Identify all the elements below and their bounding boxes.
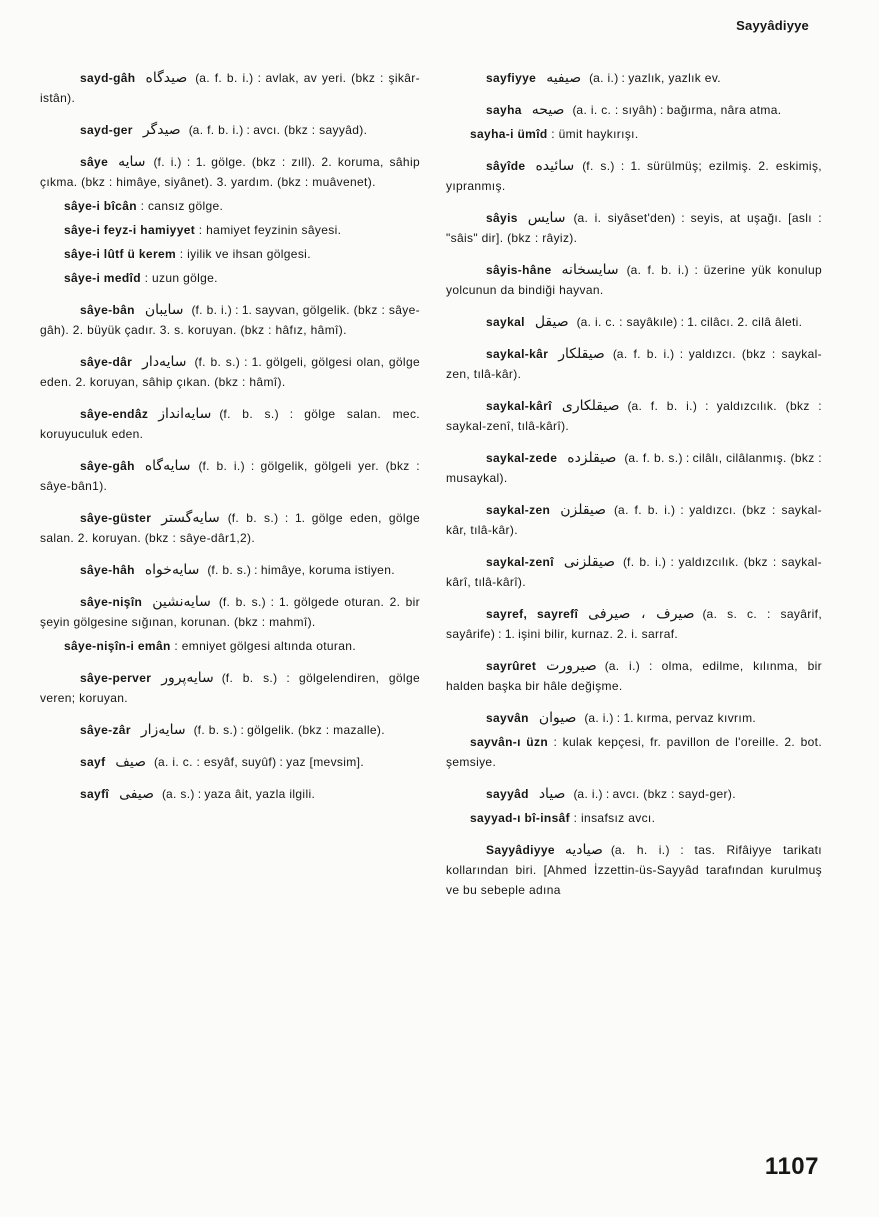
headword: saykal-zede (486, 451, 558, 465)
page-number: 1107 (764, 1153, 819, 1180)
running-head: Sayyâdiyye (736, 18, 809, 33)
dictionary-entry (40, 752, 420, 772)
dictionary-entry (40, 720, 420, 740)
dictionary-entry (446, 840, 822, 900)
arabic-script: سایه‌انداز (158, 406, 212, 422)
definition: (a. i. c. : sayâkıle) : 1. cilâcı. 2. cilâ âleti. (576, 315, 803, 329)
arabic-script: صیفی (119, 786, 154, 802)
arabic-script: صیدگاه (145, 70, 188, 86)
definition: (f. b. s.) : 1. gölge eden, gölge salan. 2. koruyan. (bkz : sâye-dâr1,2). (40, 511, 420, 545)
arabic-script: صیادیه (564, 842, 603, 858)
headword: sâye-i feyz-i hamiyyet (64, 223, 196, 237)
headword: sâye-i bîcân (64, 199, 137, 213)
headword: saykal-kârî (486, 399, 552, 413)
dictionary-entry (40, 560, 420, 580)
dictionary-entry (446, 344, 822, 384)
headword: saykal-zenî (486, 555, 554, 569)
headword: sayfî (80, 787, 110, 801)
headword: saykal (486, 315, 525, 329)
dictionary-entry (446, 448, 822, 488)
arabic-script: سایه‌زار (140, 722, 186, 738)
arabic-script: صیرورت (546, 658, 597, 674)
arabic-script: سایسخانه (561, 262, 619, 278)
arabic-script: صیقلزده (567, 450, 617, 466)
definition: (a. i.) : 1. kırma, pervaz kıvrım. (584, 711, 757, 725)
arabic-script: سایه‌دار (142, 354, 187, 370)
headword: sâye-zâr (80, 723, 131, 737)
arabic-script: صیاد (538, 786, 566, 802)
headword: sâyîde (486, 159, 526, 173)
headword: sayd-gâh (80, 71, 136, 85)
headword: sâye-i medîd (64, 271, 141, 285)
definition: (f. b. s.) : 1. gölgede oturan. 2. bir şeyin gölgesine sığınan, korunan. (bkz : mahmî). (40, 595, 420, 629)
sub-entry (446, 808, 822, 828)
headword: saykal-zen (486, 503, 551, 517)
dictionary-entry (40, 508, 420, 548)
dictionary-entry (446, 656, 822, 696)
definition: : kulak kepçesi, fr. pavillon de l'oreille. 2. bot. şemsiye. (446, 735, 822, 769)
definition: (a. f. b. s.) : cilâlı, cilâlanmış. (bkz : musaykal). (446, 451, 822, 485)
headword: sayvân-ı üzn (470, 735, 549, 749)
definition: (a. i. siyâset'den) : seyis, at uşağı. [aslı : "sâis" dir]. (bkz : râyiz). (446, 211, 822, 245)
sub-entry (446, 124, 822, 144)
arabic-script: صیوان (538, 710, 577, 726)
arabic-script: صیقلکار (558, 346, 605, 362)
sub-entry (40, 636, 420, 656)
dictionary-entry (446, 708, 822, 728)
sub-entry (40, 268, 420, 288)
dictionary-entry (40, 404, 420, 444)
definition: (f. b. i.) : gölgelik, gölgeli yer. (bkz : sâye-bân1). (40, 459, 420, 493)
headword: sâye-perver (80, 671, 152, 685)
definition: (f. b. s.) : 1. gölgeli, gölgesi olan, gölge eden. 2. koruyan, sâhip çıkan. (bkz : hâmî). (40, 355, 420, 389)
headword: sâye (80, 155, 109, 169)
arabic-script: سایه‌پرور (161, 670, 214, 686)
dictionary-entry (40, 352, 420, 392)
definition: : iyilik ve ihsan gölgesi. (179, 247, 311, 261)
arabic-script: صیف (115, 754, 147, 770)
headword: sayfiyye (486, 71, 537, 85)
headword: sayyâd (486, 787, 529, 801)
definition: (a. i.) : olma, edilme, kılınma, bir halden başka bir hâle değişme. (446, 659, 822, 693)
headword: sâye-hâh (80, 563, 135, 577)
dictionary-entry (446, 312, 822, 332)
arabic-script: سایه‌خواه (144, 562, 200, 578)
definition: (f. b. s.) : gölgelendiren, gölge veren; koruyan. (40, 671, 420, 705)
headword: sayha (486, 103, 522, 117)
arabic-script: سایس (527, 210, 566, 226)
arabic-script: سائیده (535, 158, 575, 174)
arabic-script: سایه‌گاه (144, 458, 191, 474)
arabic-script: صیحه (531, 102, 565, 118)
headword: saykal-kâr (486, 347, 549, 361)
headword: sayrûret (486, 659, 537, 673)
headword: sâyis-hâne (486, 263, 552, 277)
dictionary-entry (40, 120, 420, 140)
headword: sâye-i lûtf ü kerem (64, 247, 177, 261)
definition: : uzun gölge. (144, 271, 218, 285)
arabic-script: صیقلزن (560, 502, 607, 518)
arabic-script: سایه‌نشین (152, 594, 211, 610)
definition: (f. s.) : 1. sürülmüş; ezilmiş. 2. eskimiş, yıpranmış. (446, 159, 822, 193)
dictionary-entry (40, 456, 420, 496)
headword: sayf (80, 755, 106, 769)
dictionary-entry (40, 300, 420, 340)
definition: (f. i.) : 1. gölge. (bkz : zıll). 2. koruma, sâhip çıkma. (bkz : himâye, siyânet). 3. yardım. (bkz : muâvenet). (40, 155, 420, 189)
definition: : hamiyet feyzinin sâyesi. (198, 223, 342, 237)
left-column (40, 68, 420, 816)
arabic-script: صیرف ، صیرفی (588, 606, 695, 622)
headword: sâye-endâz (80, 407, 149, 421)
definition: (f. b. s.) : gölge salan. mec. koruyuculuk eden. (40, 407, 420, 441)
dictionary-entry (446, 100, 822, 120)
dictionary-entry (40, 592, 420, 632)
sub-entry (40, 196, 420, 216)
dictionary-entry (446, 604, 822, 644)
arabic-script: صیدگر (142, 122, 181, 138)
dictionary-entry (446, 156, 822, 196)
definition: (a. f. b. i.) : avcı. (bkz : sayyâd). (188, 123, 368, 137)
headword: sayref, sayrefî (486, 607, 579, 621)
definition: (a. i. c. : sıyâh) : bağırma, nâra atma. (572, 103, 782, 117)
headword: sâye-nişîn (80, 595, 143, 609)
right-column (446, 68, 822, 912)
definition: (a. f. b. i.) : yaldızcı. (bkz : saykal-zen, tılâ-kâr). (446, 347, 822, 381)
arabic-script: صیقلکاری (561, 398, 620, 414)
definition: (a. f. b. i.) : avlak, av yeri. (bkz : şikâr-istân). (40, 71, 420, 105)
definition: (f. b. s.) : himâye, koruma istiyen. (207, 563, 395, 577)
arabic-script: سایه (118, 154, 146, 170)
dictionary-entry (446, 260, 822, 300)
definition: (a. i. c. : esyâf, suyûf) : yaz [mevsim]. (154, 755, 365, 769)
definition: (a. h. i.) : tas. Rifâiyye tarikatı kollarından biri. [Ahmed İzzettin-üs-Sayyâd tarafından kurulmuş ve bu sebeple adına (446, 843, 822, 897)
headword: sâye-gâh (80, 459, 135, 473)
dictionary-entry (40, 68, 420, 108)
definition: (a. f. b. i.) : yaldızcı. (bkz : saykal-kâr, tılâ-kâr). (446, 503, 822, 537)
dictionary-entry (446, 552, 822, 592)
dictionary-entry (40, 784, 420, 804)
definition: : emniyet gölgesi altında oturan. (174, 639, 356, 653)
definition: (a. f. b. i.) : üzerine yük konulup yolcunun da bindiği hayvan. (446, 263, 822, 297)
headword: sâye-güster (80, 511, 152, 525)
sub-entry (40, 220, 420, 240)
headword: sâye-nişîn-i emân (64, 639, 171, 653)
definition: (f. b. i.) : 1. sayvan, gölgelik. (bkz : sâye-gâh). 2. büyük çadır. 3. s. koruyan. (bkz : hâfız, hâmî). (40, 303, 420, 337)
dictionary-entry (446, 784, 822, 804)
arabic-script: سایبان (144, 302, 184, 318)
sub-entry (446, 732, 822, 772)
headword: sayvân (486, 711, 529, 725)
definition: : insafsız avcı. (573, 811, 656, 825)
dictionary-entry (446, 500, 822, 540)
headword: Sayyâdiyye (486, 843, 555, 857)
dictionary-entry (446, 208, 822, 248)
definition: (a. f. b. i.) : yaldızcılık. (bkz : saykal-zenî, tılâ-kârî). (446, 399, 822, 433)
definition: (a. s. c. : sayârif, sayârife) : 1. işini bilir, kurnaz. 2. i. sarraf. (446, 607, 823, 641)
definition: (a. i.) : yazlık, yazlık ev. (589, 71, 721, 85)
dictionary-entry (40, 668, 420, 708)
definition: : ümit haykırışı. (551, 127, 639, 141)
definition: (f. b. i.) : yaldızcılık. (bkz : saykal-kârî, tılâ-kârî). (446, 555, 822, 589)
sub-entry (40, 244, 420, 264)
arabic-script: صیقلزنی (563, 554, 616, 570)
dictionary-entry (40, 152, 420, 192)
headword: sâye-dâr (80, 355, 133, 369)
headword: sayyad-ı bî-insâf (470, 811, 570, 825)
definition: (a. s.) : yaza âit, yazla ilgili. (161, 787, 316, 801)
headword: sâye-bân (80, 303, 135, 317)
definition: (a. i.) : avcı. (bkz : sayd-ger). (573, 787, 736, 801)
headword: sâyis (486, 211, 518, 225)
definition: : cansız gölge. (140, 199, 224, 213)
headword: sayha-i ümîd (470, 127, 548, 141)
dictionary-entry (446, 68, 822, 88)
arabic-script: صیفیه (546, 70, 582, 86)
definition: (f. b. s.) : gölgelik. (bkz : mazalle). (193, 723, 385, 737)
dictionary-entry (446, 396, 822, 436)
arabic-script: سایه‌گستر (161, 510, 220, 526)
headword: sayd-ger (80, 123, 133, 137)
arabic-script: صیقل (534, 314, 569, 330)
